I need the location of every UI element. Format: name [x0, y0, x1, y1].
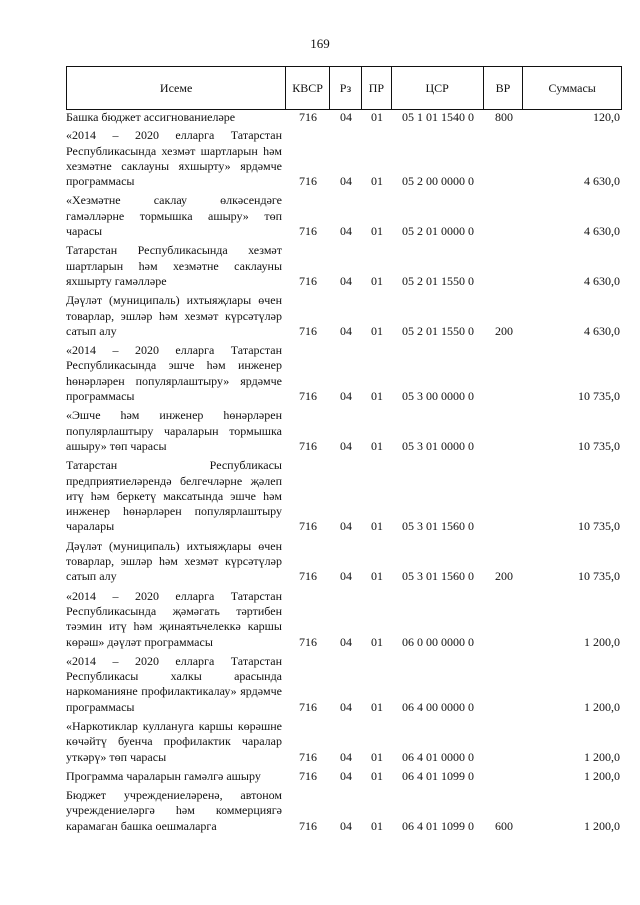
cell-pr: 01	[371, 273, 383, 288]
cell-csr: 06 4 01 0000 0	[402, 749, 474, 764]
cell-name: Дәүләт (муниципаль) ихтыяҗлары өчен товарлар, эшләр һәм хезмәт күрсәтүләр сатып алу	[66, 538, 282, 584]
cell-pr: 01	[371, 438, 383, 453]
cell-kvsr: 716	[299, 569, 317, 584]
cell-kvsr: 716	[299, 389, 317, 404]
table-row	[66, 654, 622, 715]
cell-rz: 04	[340, 323, 352, 338]
cell-pr: 01	[371, 749, 383, 764]
cell-rz: 04	[340, 749, 352, 764]
cell-sum: 10 735,0	[578, 438, 620, 453]
cell-csr: 05 2 01 1550 0	[402, 273, 474, 288]
cell-kvsr: 716	[299, 519, 317, 534]
cell-rz: 04	[340, 273, 352, 288]
column-header-name: Исеме	[67, 67, 286, 109]
cell-name: «2014 – 2020 елларга Татарстан Республикасында хезмәт шартларын һәм хезмәтне саклауны яхшырту» ярдәмче программасы	[66, 128, 282, 189]
column-header-pr: ПР	[362, 67, 392, 109]
cell-name: «2014 – 2020 елларга Татарстан Республикасы халкы арасында наркоманияне профилактикалау» ярдәмче программасы	[66, 653, 282, 714]
cell-kvsr: 716	[299, 818, 317, 833]
cell-sum: 10 735,0	[578, 389, 620, 404]
cell-sum: 1 200,0	[584, 768, 620, 783]
cell-csr: 05 2 01 1550 0	[402, 323, 474, 338]
table-row	[66, 110, 622, 125]
cell-sum: 1 200,0	[584, 749, 620, 764]
cell-kvsr: 716	[299, 110, 317, 124]
cell-rz: 04	[340, 389, 352, 404]
cell-rz: 04	[340, 174, 352, 189]
column-header-rz: Рз	[330, 67, 362, 109]
cell-csr: 06 4 01 1099 0	[402, 768, 474, 783]
cell-rz: 04	[340, 438, 352, 453]
cell-csr: 05 3 01 1560 0	[402, 569, 474, 584]
cell-name: Башка бюджет ассигнованиеләре	[66, 110, 236, 124]
cell-pr: 01	[371, 634, 383, 649]
cell-name: Программа чараларын гамәлгә ашыру	[66, 768, 261, 783]
cell-pr: 01	[371, 699, 383, 714]
cell-sum: 4 630,0	[584, 323, 620, 338]
cell-kvsr: 716	[299, 634, 317, 649]
cell-kvsr: 716	[299, 273, 317, 288]
cell-pr: 01	[371, 569, 383, 584]
cell-rz: 04	[340, 110, 352, 124]
cell-kvsr: 716	[299, 749, 317, 764]
cell-vr: 200	[495, 323, 513, 338]
cell-csr: 05 2 01 0000 0	[402, 224, 474, 239]
cell-name: Бюджет учреждениеләренә, автоном учреждениеләргә һәм коммерциягә карамаган башка оешмаларга	[66, 788, 282, 833]
cell-kvsr: 716	[299, 768, 317, 783]
column-header-vr: ВР	[484, 67, 524, 109]
cell-kvsr: 716	[299, 323, 317, 338]
cell-vr: 200	[495, 569, 513, 584]
cell-sum: 4 630,0	[584, 224, 620, 239]
cell-sum: 10 735,0	[578, 569, 620, 584]
cell-csr: 06 4 01 1099 0	[402, 818, 474, 833]
cell-rz: 04	[340, 224, 352, 239]
cell-rz: 04	[340, 519, 352, 534]
column-header-sum: Суммасы	[548, 80, 596, 95]
cell-pr: 01	[371, 389, 383, 404]
cell-pr: 01	[371, 519, 383, 534]
cell-sum: 10 735,0	[578, 519, 620, 534]
table-row	[66, 343, 622, 404]
column-header-kvsr: КВСР	[286, 67, 330, 109]
cell-name: «Хезмәтне саклау өлкәсендәге гамәлләрне тормышка ашыру» төп чарасы	[66, 193, 282, 239]
cell-sum: 120,0	[593, 110, 620, 124]
cell-pr: 01	[371, 224, 383, 239]
cell-sum: 1 200,0	[584, 818, 620, 833]
cell-csr: 06 4 00 0000 0	[402, 699, 474, 714]
cell-vr: 800	[495, 110, 513, 124]
table-row	[66, 128, 622, 189]
column-header-csr: ЦСР	[392, 67, 484, 109]
table-body	[66, 110, 622, 834]
cell-csr: 06 0 00 0000 0	[402, 634, 474, 649]
table-row	[66, 769, 622, 784]
table-row	[66, 589, 622, 650]
cell-kvsr: 716	[299, 438, 317, 453]
cell-name: «2014 – 2020 елларга Татарстан Республикасында җәмәгать тәртибен тәэмин итү һәм җинаятьчелеккә каршы көрәш» дәүләт программасы	[66, 588, 282, 649]
cell-name: Татарстан Республикасында хезмәт шартларын һәм хезмәтне саклауны яхшырту гамәлләре	[66, 243, 282, 288]
cell-name: Дәүләт (муниципаль) ихтыяҗлары өчен товарлар, эшләр һәм хезмәт күрсәтүләр сатып алу	[66, 293, 282, 338]
cell-pr: 01	[371, 323, 383, 338]
table-row	[66, 788, 622, 834]
cell-rz: 04	[340, 699, 352, 714]
cell-sum: 4 630,0	[584, 174, 620, 189]
cell-kvsr: 716	[299, 224, 317, 239]
cell-kvsr: 716	[299, 174, 317, 189]
table-row	[66, 193, 622, 239]
table-row	[66, 408, 622, 454]
table-row	[66, 539, 622, 585]
cell-sum: 1 200,0	[584, 634, 620, 649]
cell-csr: 05 3 00 0000 0	[402, 389, 474, 404]
cell-sum: 1 200,0	[584, 699, 620, 714]
cell-rz: 04	[340, 768, 352, 783]
cell-csr: 05 3 01 0000 0	[402, 438, 474, 453]
cell-csr: 05 3 01 1560 0	[402, 519, 474, 534]
cell-vr: 600	[495, 818, 513, 833]
cell-name: «2014 – 2020 елларга Татарстан Республикасында эшче һәм инженер һөнәрләрен популярлаштыру» ярдәмче программасы	[66, 343, 282, 404]
cell-rz: 04	[340, 818, 352, 833]
cell-pr: 01	[371, 110, 383, 124]
table-row	[66, 293, 622, 339]
cell-sum: 4 630,0	[584, 273, 620, 288]
cell-name: Татарстан Республикасы предприятиеләрендә белгечләрне җәлеп итү һәм беркетү максатында эшче һәм инженер һөнәрләрен популярлаштыру чаралары	[66, 458, 282, 534]
cell-csr: 05 2 00 0000 0	[402, 174, 474, 189]
cell-pr: 01	[371, 768, 383, 783]
table-row	[66, 243, 622, 289]
cell-csr: 05 1 01 1540 0	[402, 110, 474, 124]
cell-rz: 04	[340, 634, 352, 649]
cell-pr: 01	[371, 174, 383, 189]
cell-kvsr: 716	[299, 699, 317, 714]
table-row	[66, 719, 622, 765]
page-number: 169	[310, 36, 330, 51]
cell-name: «Наркотиклар куллануга каршы көрәшне көчәйтү буенча профилактик чаралар уткәрү» төп чарасы	[66, 718, 282, 764]
cell-pr: 01	[371, 818, 383, 833]
table-header	[66, 66, 622, 110]
cell-rz: 04	[340, 569, 352, 584]
cell-name: «Эшче һәм инженер һөнәрләрен популярлаштыру чараларын тормышка ашыру» төп чарасы	[66, 408, 282, 453]
table-row	[66, 458, 622, 534]
